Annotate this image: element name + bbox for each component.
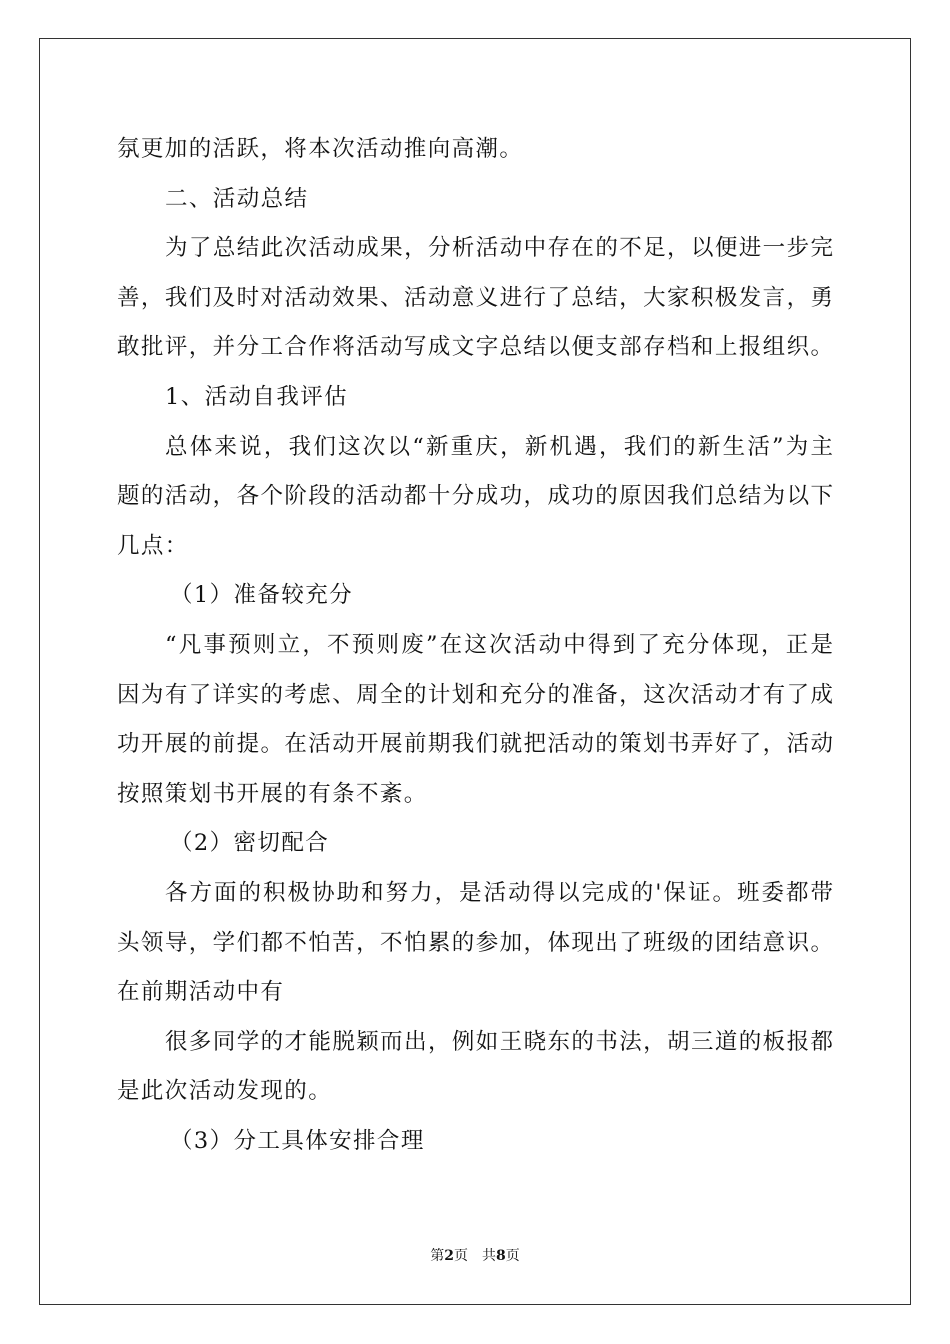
paragraph-line: 为了总结此次活动成果，分析活动中存在的不足，以便进一步完 bbox=[165, 235, 833, 262]
total-pages-number: 8 bbox=[496, 1248, 506, 1264]
list-heading: （2）密切配合 bbox=[170, 830, 330, 857]
current-page-number: 2 bbox=[444, 1248, 454, 1264]
paragraph-line: “凡事预则立，不预则废”在这次活动中得到了充分体现，正是 bbox=[165, 631, 833, 658]
paragraph-line: 功开展的前提。在活动开展前期我们就把活动的策划书弄好了，活动 bbox=[117, 731, 833, 758]
paragraph-line: 头领导，学们都不怕苦，不怕累的参加，体现出了班级的团结意识。 bbox=[117, 929, 833, 956]
section-heading: 二、活动总结 bbox=[165, 185, 309, 212]
footer-prefix: 第 bbox=[430, 1248, 445, 1264]
paragraph-line: 敢批评，并分工合作将活动写成文字总结以便支部存档和上报组织。 bbox=[117, 334, 833, 361]
paragraph-line: 善，我们及时对活动效果、活动意义进行了总结，大家积极发言，勇 bbox=[117, 284, 833, 311]
paragraph-line: 按照策划书开展的有条不紊。 bbox=[117, 780, 428, 807]
list-heading: （1）准备较充分 bbox=[170, 582, 354, 609]
paragraph-line: 因为有了详实的考虑、周全的计划和充分的准备，这次活动才有了成 bbox=[117, 681, 833, 708]
paragraph-line: 是此次活动发现的。 bbox=[117, 1078, 333, 1105]
paragraph-line: 题的活动，各个阶段的活动都十分成功，成功的原因我们总结为以下 bbox=[117, 483, 833, 510]
paragraph-line: 几点： bbox=[117, 532, 189, 559]
subsection-heading: 1、活动自我评估 bbox=[165, 383, 349, 410]
document-body bbox=[117, 125, 833, 1166]
paragraph-line: 在前期活动中有 bbox=[117, 979, 285, 1006]
page-footer bbox=[0, 1246, 950, 1266]
list-heading: （3）分工具体安排合理 bbox=[170, 1127, 425, 1154]
footer-total-suffix: 页 bbox=[505, 1248, 520, 1264]
footer-page-suffix: 页 bbox=[454, 1248, 468, 1264]
paragraph-line: 很多同学的才能脱颖而出，例如王晓东的书法，胡三道的板报都 bbox=[165, 1028, 833, 1055]
paragraph-line: 各方面的积极协助和努力，是活动得以完成的'保证。班委都带 bbox=[165, 879, 833, 906]
paragraph-line: 氛更加的活跃，将本次活动推向高潮。 bbox=[117, 136, 524, 162]
footer-total-prefix: 共 bbox=[482, 1248, 496, 1264]
paragraph-line: 总体来说，我们这次以“新重庆，新机遇，我们的新生活”为主 bbox=[165, 433, 833, 460]
